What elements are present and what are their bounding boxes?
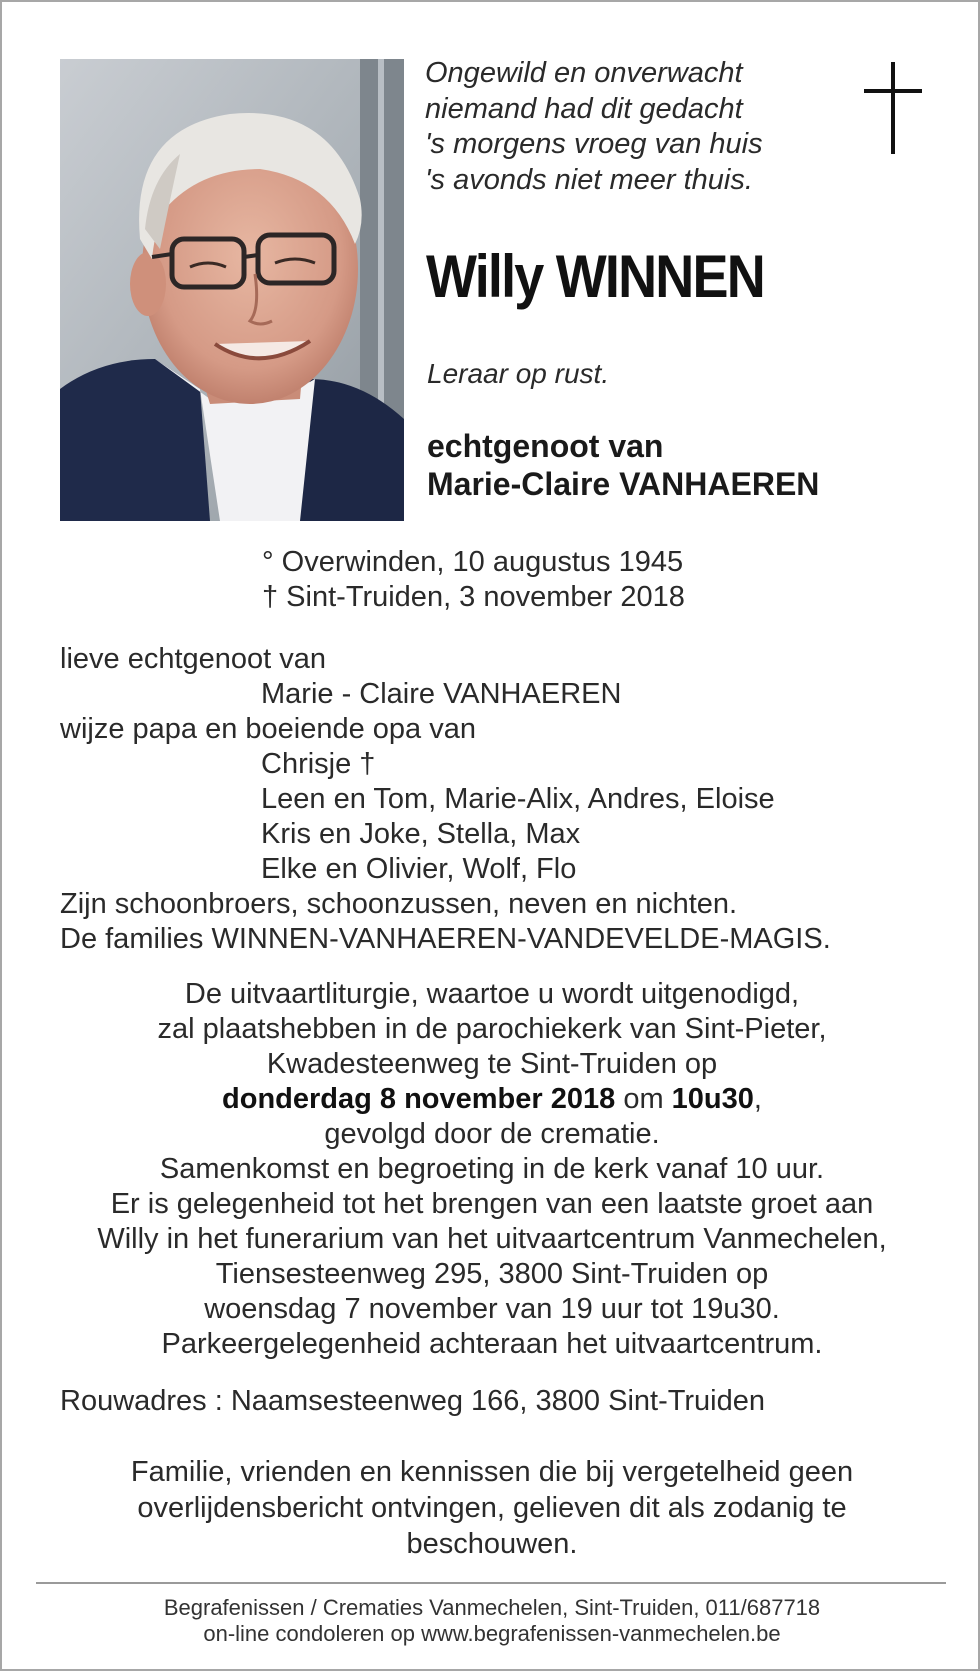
family-line: Elke en Olivier, Wolf, Flo: [261, 853, 577, 885]
note-line: Familie, vrienden en kennissen die bij vergetelheid geen: [130, 1456, 854, 1488]
ceremony-date-suffix: ,: [753, 1083, 762, 1115]
ceremony-line: Kwadesteenweg te Sint-Truiden op: [266, 1048, 718, 1080]
ceremony-line: Willy in het funerarium van het uitvaartcentrum Vanmechelen,: [97, 1223, 887, 1255]
family-line: Marie - Claire VANHAEREN: [261, 678, 622, 710]
poem-line: Ongewild en onverwacht: [425, 57, 743, 89]
ceremony-line: De uitvaartliturgie, waartoe u wordt uitgenodigd,: [184, 978, 800, 1010]
poem-line: 's morgens vroeg van huis: [425, 128, 763, 160]
poem-line: 's avonds niet meer thuis.: [425, 163, 753, 196]
ceremony-info: [32, 977, 952, 1362]
condolence-link[interactable]: on-line condoleren op www.begrafenissen-vanmechelen.be: [203, 1621, 781, 1646]
ceremony-line: Tiensesteenweg 295, 3800 Sint-Truiden op: [215, 1258, 769, 1290]
family-line: lieve echtgenoot van: [60, 643, 327, 675]
family-line: Kris en Joke, Stella, Max: [261, 818, 581, 850]
deceased-name: Willy WINNEN: [426, 243, 764, 310]
poem-line: niemand had dit gedacht: [425, 92, 743, 125]
cross-icon: [864, 62, 924, 162]
footer-divider: [36, 1582, 946, 1584]
profession: Leraar op rust.: [427, 358, 610, 389]
ceremony-time: 10u30: [671, 1083, 754, 1115]
ceremony-line: Er is gelegenheid tot het brengen van een laatste groet aan: [110, 1188, 874, 1220]
family-line: Zijn schoonbroers, schoonzussen, neven en nichten.: [60, 888, 738, 920]
family-line: Chrisje †: [261, 748, 376, 780]
life-dates: [262, 545, 685, 615]
poem: [425, 56, 845, 198]
notice-note: [32, 1454, 952, 1562]
ceremony-line: Samenkomst en begroeting in de kerk vanaf 10 uur.: [159, 1153, 825, 1185]
ceremony-date-line: [32, 1082, 952, 1117]
portrait-photo: [60, 59, 404, 521]
family-line: wijze papa en boeiende opa van: [60, 713, 476, 745]
note-line: beschouwen.: [406, 1528, 578, 1560]
family-line: Leen en Tom, Marie-Alix, Andres, Eloise: [261, 783, 775, 815]
ceremony-line: zal plaatshebben in de parochiekerk van Sint-Pieter,: [157, 1013, 827, 1045]
funeral-home-info: Begrafenissen / Crematies Vanmechelen, Sint-Truiden, 011/687718: [163, 1595, 821, 1620]
spouse-label: echtgenoot van: [427, 428, 664, 464]
ceremony-date: donderdag 8 november 2018: [222, 1083, 616, 1115]
family-line: De families WINNEN-VANHAEREN-VANDEVELDE-MAGIS.: [60, 923, 831, 955]
family-list: [60, 642, 940, 957]
ceremony-line: woensdag 7 november van 19 uur tot 19u30.: [204, 1293, 780, 1325]
death-date: † Sint-Truiden, 3 november 2018: [262, 581, 685, 613]
ceremony-date-connector: om: [615, 1083, 672, 1115]
footer: [32, 1595, 952, 1647]
birth-date: ° Overwinden, 10 augustus 1945: [262, 546, 684, 578]
spouse-block: [427, 427, 819, 503]
mourning-address: Rouwadres : Naamsesteenweg 166, 3800 Sint-Truiden: [60, 1385, 765, 1417]
ceremony-line: gevolgd door de crematie.: [324, 1118, 660, 1150]
note-line: overlijdensbericht ontvingen, gelieven dit als zodanig te: [137, 1492, 847, 1524]
ceremony-line: Parkeergelegenheid achteraan het uitvaartcentrum.: [161, 1328, 823, 1360]
spouse-name: Marie-Claire VANHAEREN: [427, 466, 820, 502]
